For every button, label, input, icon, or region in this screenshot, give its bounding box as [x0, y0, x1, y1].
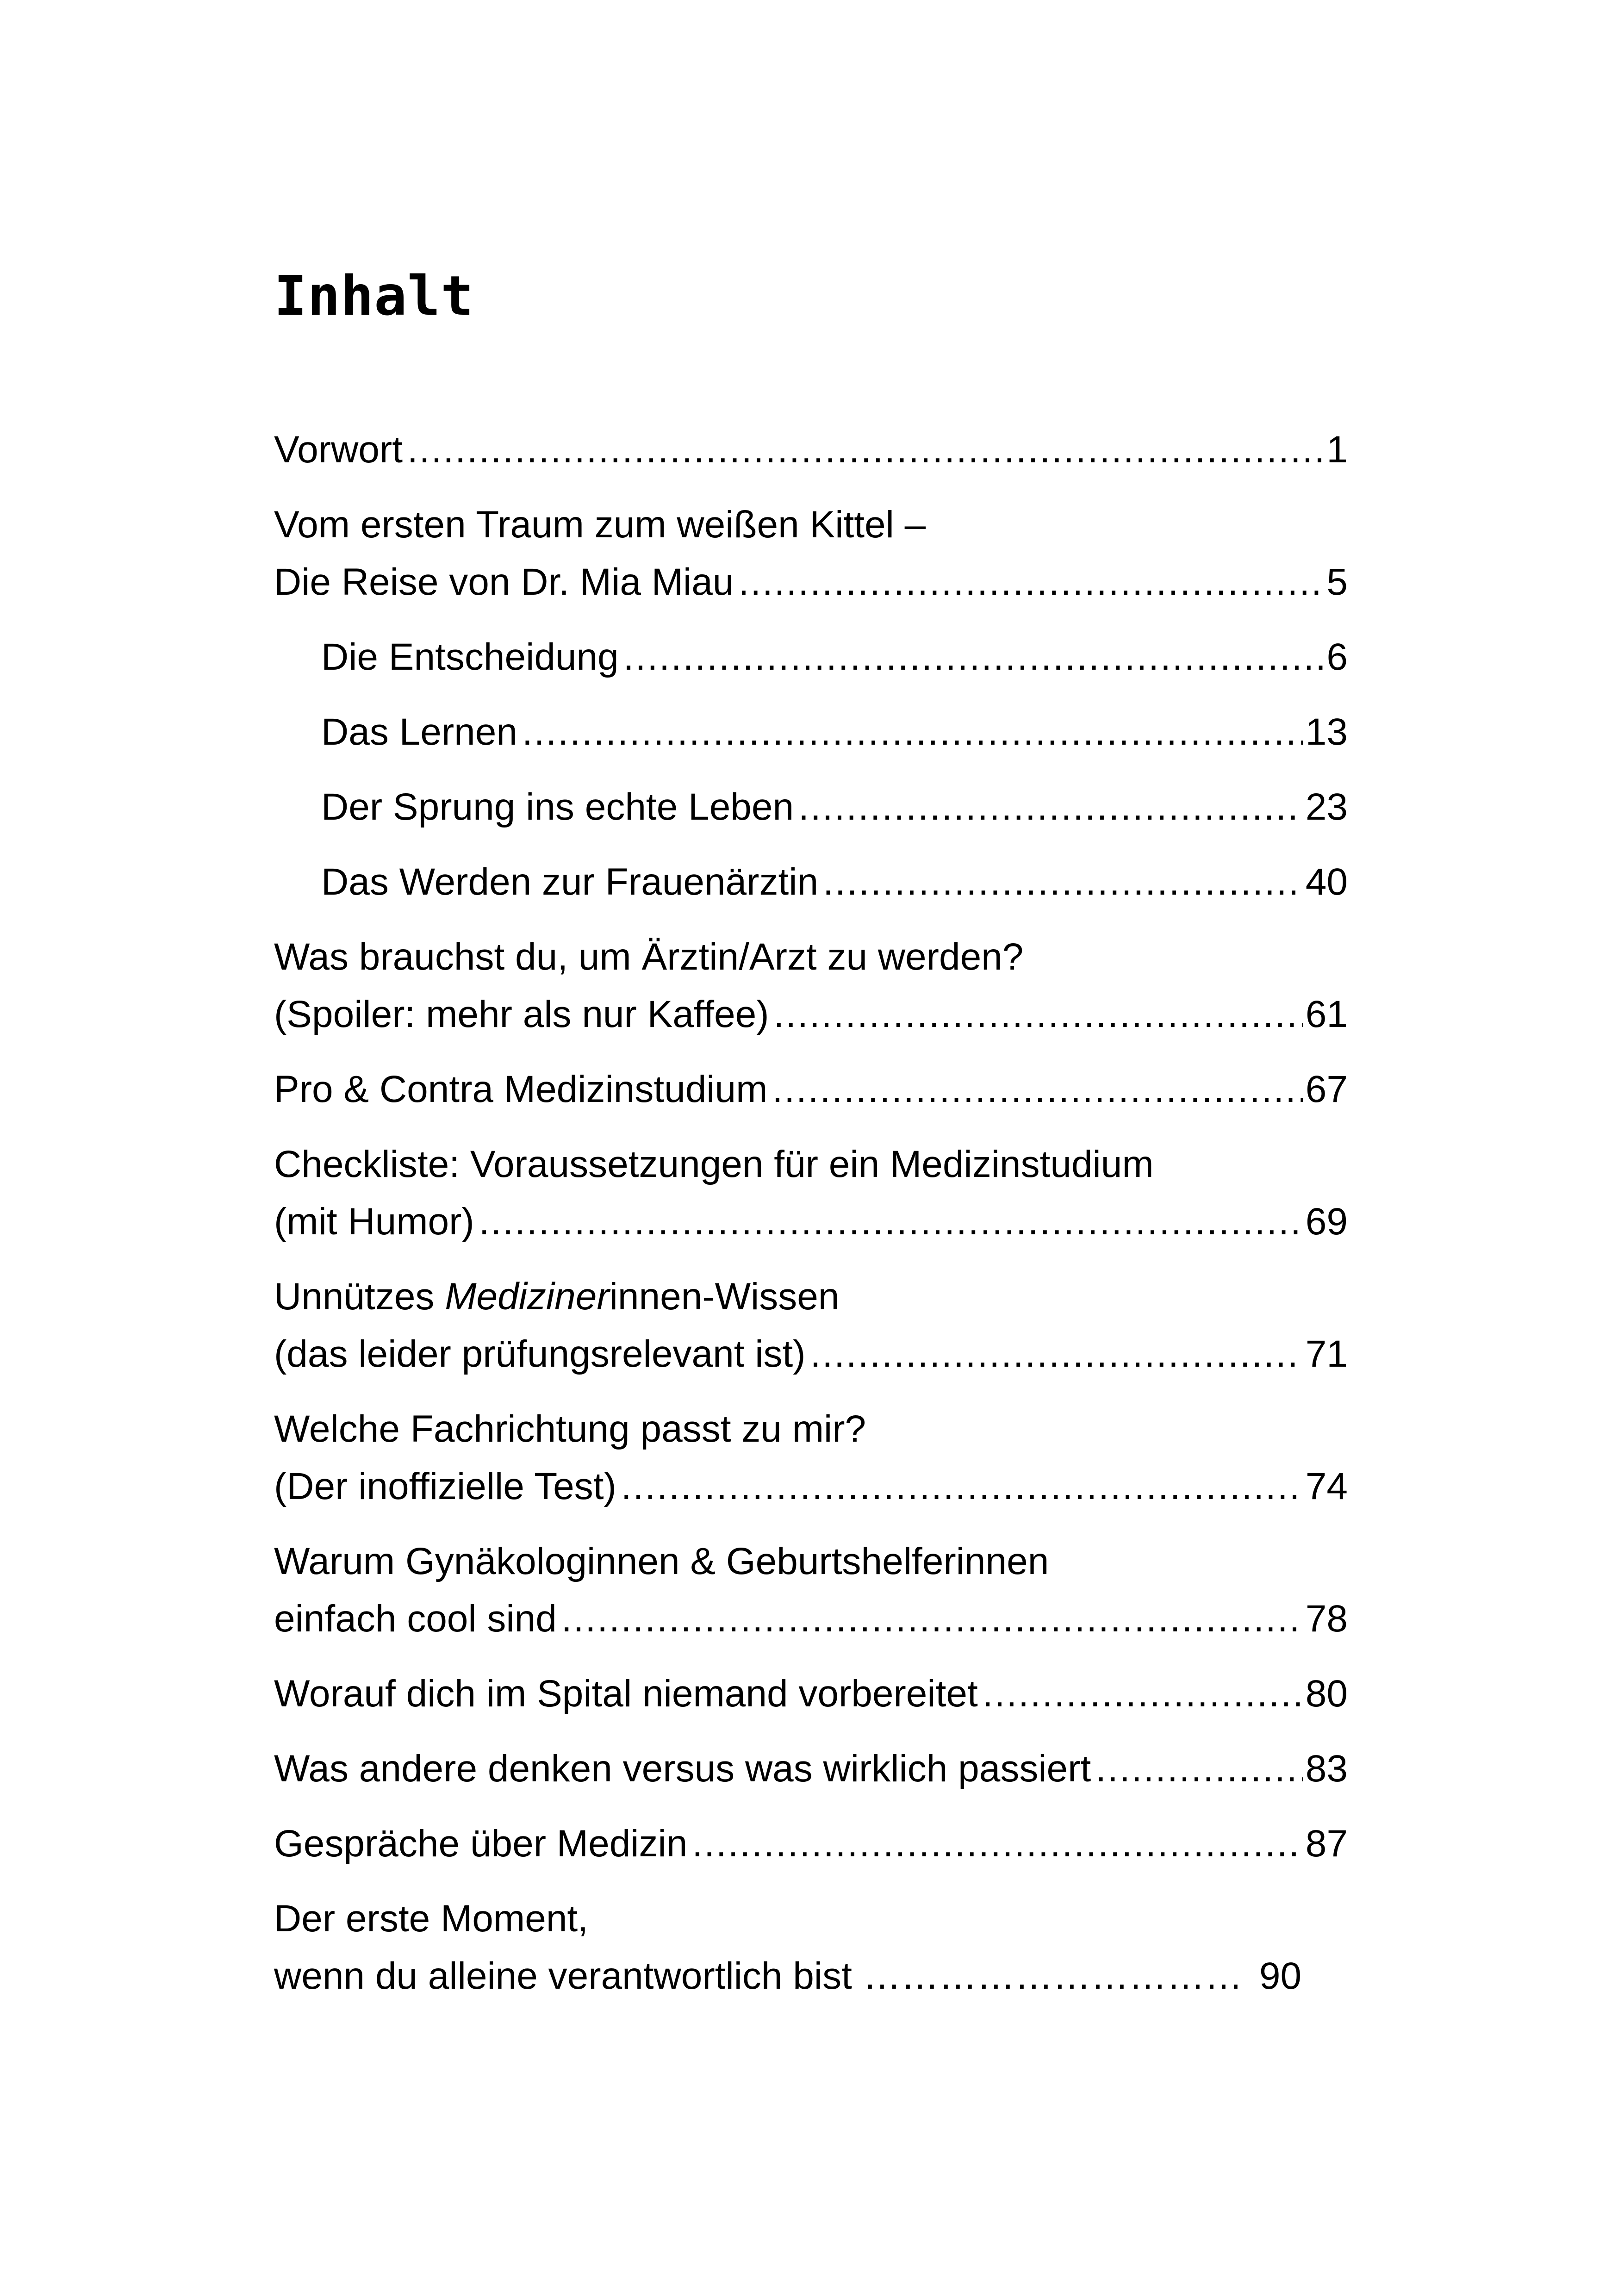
toc-entry-title-line: (Spoiler: mehr als nur Kaffee): [274, 993, 769, 1035]
dot-leader: [774, 986, 1303, 1043]
toc-entry-title-line: Pro & Contra Medizinstudium: [274, 1068, 768, 1110]
toc-entry-title-line: Vom ersten Traum zum weißen Kittel –: [274, 504, 926, 546]
toc-entry-title-line: einfach cool sind: [274, 1598, 557, 1640]
toc-entry: [274, 1890, 1348, 2005]
toc-page-number: 61: [1305, 993, 1348, 1035]
toc-entry: [274, 1268, 1348, 1383]
toc-page-number: 23: [1305, 786, 1348, 828]
toc-entry-title-line: Vorwort: [274, 429, 403, 471]
dot-leader: [738, 554, 1324, 611]
toc-entry: [274, 1740, 1348, 1798]
toc-entry-row: [321, 628, 1348, 686]
toc-entry-row: [274, 1665, 1348, 1723]
toc-entry: [274, 778, 1348, 836]
dot-leader: [479, 1193, 1303, 1251]
toc-entry-row: [274, 1193, 1348, 1251]
toc-entry: [274, 1061, 1348, 1118]
toc-entry-row: [274, 1061, 1348, 1118]
dot-leader: [863, 1948, 1243, 2005]
toc-page-number: 6: [1326, 636, 1348, 678]
toc-entry-title-line: Der Sprung ins echte Leben: [321, 786, 794, 828]
toc-entry-row: [321, 703, 1348, 761]
toc-entry-title-line: (Der inoffizielle Test): [274, 1465, 616, 1507]
toc-entry-title-line: Worauf dich im Spital niemand vorbereitet: [274, 1673, 978, 1715]
toc-entry-title-line: Die Entscheidung: [321, 636, 619, 678]
toc-entry-row: [274, 1590, 1348, 1648]
toc-entry-title-line: Was andere denken versus was wirklich passiert: [274, 1748, 1091, 1790]
toc-page-number: 13: [1305, 711, 1348, 753]
toc-entry: [274, 1665, 1348, 1723]
toc-entry-row: [274, 1458, 1348, 1515]
toc-page-number: 83: [1305, 1748, 1348, 1790]
toc-entry: [274, 1400, 1348, 1515]
dot-leader: [823, 853, 1303, 911]
dot-leader: [772, 1061, 1302, 1118]
dot-leader: [561, 1590, 1303, 1648]
toc-entry-title-line: Checkliste: Voraussetzungen für ein Medizinstudium: [274, 1143, 1154, 1185]
toc-entry: [274, 1533, 1348, 1648]
toc-page-number: 80: [1305, 1673, 1348, 1715]
toc-entry-row: [321, 853, 1348, 911]
dot-leader: [798, 778, 1303, 836]
dot-leader: [623, 628, 1324, 686]
toc-entry-title-line: (mit Humor): [274, 1201, 474, 1243]
toc-entry-row: [274, 986, 1348, 1043]
toc-entry-row: [274, 554, 1348, 611]
toc-entry: [274, 1815, 1348, 1873]
toc-entry-title-line: Das Lernen: [321, 711, 517, 753]
toc-entry-title-line: Unnützes Medizinerinnen-Wissen: [274, 1276, 840, 1318]
emphasis: Mediziner: [445, 1276, 610, 1318]
page-title: Inhalt: [274, 264, 474, 328]
toc-entry-title-line: Gespräche über Medizin: [274, 1823, 688, 1865]
toc-entry-title-line: Der erste Moment,: [274, 1898, 588, 1940]
toc-entry-row: [274, 1815, 1348, 1873]
toc-entry: [274, 1136, 1348, 1251]
dot-leader: [983, 1665, 1303, 1723]
dot-leader: [692, 1815, 1302, 1873]
dot-leader: [810, 1325, 1303, 1383]
toc-entry-title-line: Was brauchst du, um Ärztin/Arzt zu werden?: [274, 936, 1024, 978]
toc-page-number: 71: [1305, 1333, 1348, 1375]
toc-page-number: 74: [1305, 1465, 1348, 1507]
toc-page-number: 90: [1259, 1955, 1302, 1997]
dot-leader: [407, 421, 1324, 479]
toc-page-number: 78: [1305, 1598, 1348, 1640]
toc-entry-title-line: Welche Fachrichtung passt zu mir?: [274, 1408, 866, 1450]
dot-leader: [621, 1458, 1303, 1515]
table-of-contents: [274, 421, 1348, 2005]
toc-entry-title-line: wenn du alleine verantwortlich bist: [274, 1955, 852, 1997]
toc-entry: [274, 496, 1348, 611]
toc-page-number: 5: [1326, 561, 1348, 603]
toc-entry-title-line: Das Werden zur Frauenärztin: [321, 861, 819, 903]
toc-entry-row: [274, 1740, 1348, 1798]
toc-page-number: 1: [1326, 429, 1348, 471]
toc-entry-row: [274, 421, 1348, 479]
toc-entry: [274, 628, 1348, 686]
toc-entry-row: [321, 778, 1348, 836]
dot-leader: [522, 703, 1303, 761]
toc-entry-title-line: (das leider prüfungsrelevant ist): [274, 1333, 806, 1375]
toc-entry-title-line: Die Reise von Dr. Mia Miau: [274, 561, 734, 603]
toc-entry: [274, 928, 1348, 1043]
toc-entry: [274, 421, 1348, 479]
toc-entry: [274, 853, 1348, 911]
toc-entry-row: [274, 1948, 1341, 2005]
dot-leader: [1095, 1740, 1303, 1798]
toc-entry: [274, 703, 1348, 761]
toc-page-number: 69: [1305, 1201, 1348, 1243]
toc-page-number: 40: [1305, 861, 1348, 903]
toc-page-number: 67: [1305, 1068, 1348, 1110]
toc-entry-title-line: Warum Gynäkologinnen & Geburtshelferinnen: [274, 1540, 1049, 1582]
toc-entry-row: [274, 1325, 1348, 1383]
toc-page-number: 87: [1305, 1823, 1348, 1865]
